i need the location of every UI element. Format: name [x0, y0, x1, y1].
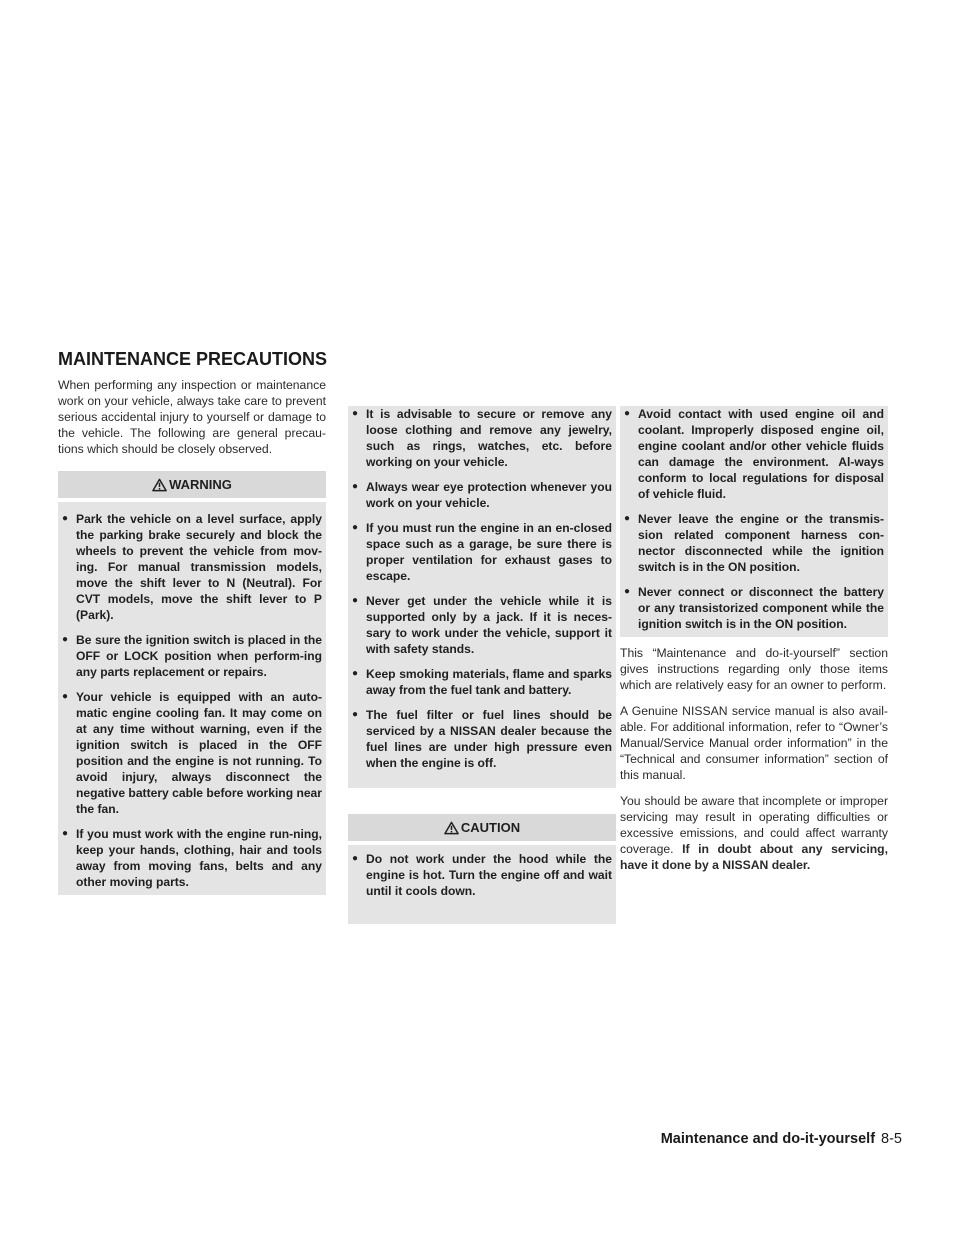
intro-paragraph: When performing any inspection or maintenance work on your vehicle, always take care to prevent serious accidental injury to yourself or damage to the vehicle. The following are general precau-tions which should be closely observed. — [58, 378, 326, 456]
chapter-name: Maintenance and do-it-yourself — [660, 1131, 876, 1147]
warning-item: ● Your vehicle is equipped with an auto-matic engine cooling fan. It may come on at any time without warning, even if the ignition switch is placed in the OFF position and the engine is not running. To avoid injury, always disconnect the negative battery cable before working near the fan. — [62, 690, 322, 816]
bullet: ● — [624, 408, 631, 419]
caution-title: CAUTION — [460, 820, 521, 835]
warning-title: WARNING — [169, 477, 232, 492]
bullet: ● — [624, 586, 631, 597]
warning-item: ● If you must work with the engine run-ning, keep your hands, clothing, hair and tools away from moving fans, belts and any other moving parts. — [62, 827, 322, 889]
warning-item: ● Always wear eye protection whenever you work on your vehicle. — [352, 480, 612, 510]
bullet: ● — [62, 691, 69, 702]
warning-header — [58, 471, 326, 498]
bullet: ● — [352, 709, 359, 720]
paragraph-diy-section: This “Maintenance and do-it-yourself” section gives instructions regarding only those items which are relatively easy for an owner to perform. — [620, 646, 888, 692]
bullet: ● — [352, 595, 359, 606]
bullet: ● — [62, 634, 69, 645]
warning-item: ● Be sure the ignition switch is placed in the OFF or LOCK position when perform-ing any parts replacement or repairs. — [62, 633, 322, 679]
warning-item: ● Park the vehicle on a level surface, apply the parking brake securely and block the wheels to prevent the vehicle from mov-ing. For manual transmission models, move the shift lever to N (Neutral). For CVT models, move the shift lever to P (Park). — [62, 512, 322, 622]
caution-body-part-1 — [348, 845, 616, 924]
caution-body-part-2 — [620, 406, 888, 637]
warning-item: ● The fuel filter or fuel lines should be serviced by a NISSAN dealer because the fuel lines are under high pressure even when the engine is off. — [352, 708, 612, 770]
bullet: ● — [352, 853, 359, 864]
warning-item: ● Keep smoking materials, flame and sparks away from the fuel tank and battery. — [352, 667, 612, 697]
bullet: ● — [62, 513, 69, 524]
servicing-bold-text: If in doubt about any servicing, have it done by a NISSAN dealer. — [620, 842, 888, 872]
servicing-text: You should be aware that incomplete or improper servicing may result in operating difficulties or excessive emissions, and could affect warranty coverage. — [620, 794, 888, 856]
warning-item: ● Never get under the vehicle while it is supported only by a jack. If it is neces-sary to work under the vehicle, support it with safety stands. — [352, 594, 612, 656]
bullet: ● — [624, 513, 631, 524]
page-footer — [661, 1131, 902, 1147]
bullet: ● — [352, 522, 359, 533]
page-number: 8-5 — [881, 1131, 902, 1147]
caution-item: ● Never leave the engine or the transmis-sion related component harness con-nector disconnected while the ignition switch is in the ON position. — [624, 512, 884, 574]
warning-item: ● It is advisable to secure or remove any loose clothing and remove any jewelry, such as rings, watches, etc. before working on your vehicle. — [352, 407, 612, 469]
bullet: ● — [352, 668, 359, 679]
bullet: ● — [62, 828, 69, 839]
caution-item: ● Avoid contact with used engine oil and coolant. Improperly disposed engine oil, engine coolant and/or other vehicle fluids can damage the environment. Al-ways conform to local regulations for disposal of vehicle fluid. — [624, 407, 884, 501]
column-2 — [348, 406, 616, 924]
warning-body-part-1 — [58, 502, 326, 895]
caution-header — [348, 814, 616, 841]
caution-triangle-icon — [444, 821, 459, 835]
column-3 — [620, 406, 888, 883]
column-1 — [58, 377, 326, 895]
warning-body-part-2 — [348, 406, 616, 788]
warning-item: ● If you must run the engine in an en-closed space such as a garage, be sure there is proper ventilation for exhaust gases to escape. — [352, 521, 612, 583]
paragraph-service-manual: A Genuine NISSAN service manual is also avail-able. For additional information, refer to “Owner’s Manual/Service Manual order information” in the “Technical and consumer information” section of this manual. — [620, 704, 888, 782]
caution-item: ● Never connect or disconnect the battery or any transistorized component while the ignition switch is in the ON position. — [624, 585, 884, 631]
warning-triangle-icon — [152, 478, 167, 492]
bullet: ● — [352, 481, 359, 492]
section-title: MAINTENANCE PRECAUTIONS — [58, 349, 328, 369]
bullet: ● — [352, 408, 359, 419]
paragraph-servicing-warning — [620, 793, 888, 873]
caution-item: ● Do not work under the hood while the engine is hot. Turn the engine off and wait until it cools down. — [352, 852, 612, 898]
